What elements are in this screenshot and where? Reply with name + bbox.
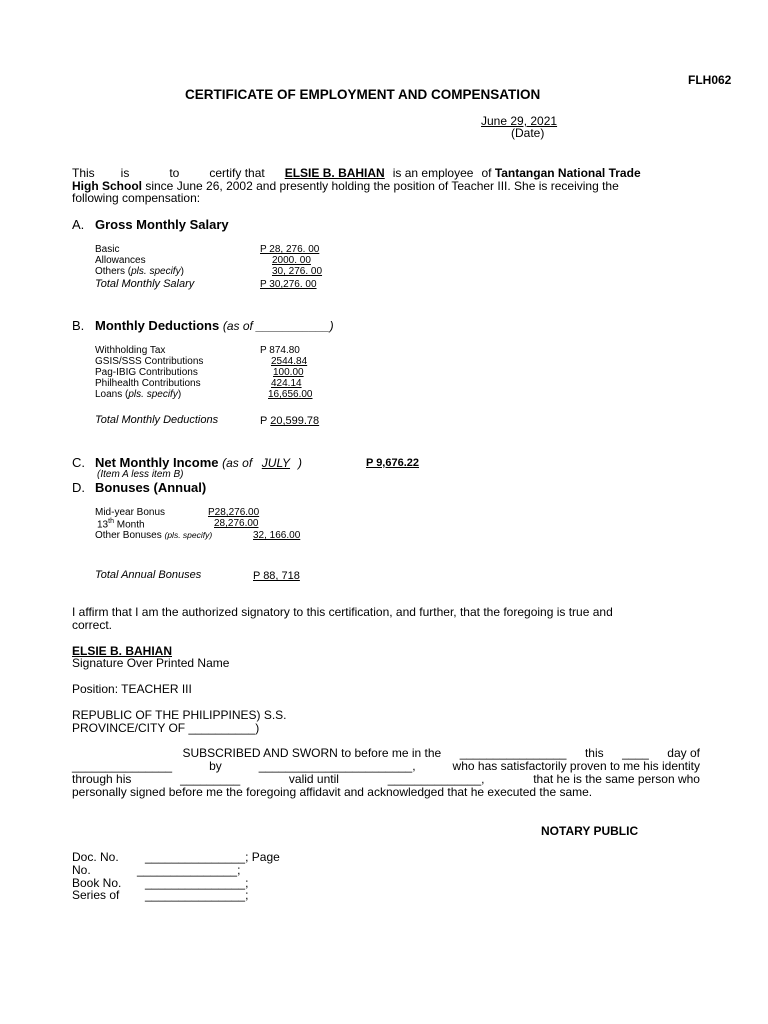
date-label: (Date) <box>511 126 545 140</box>
13th-month-value: 28,276.00 <box>214 518 259 529</box>
basic-value: P 28, 276. 00 <box>260 244 320 255</box>
no-blank: _______________; <box>137 863 241 877</box>
philhealth-label: Philhealth Contributions <box>95 378 201 389</box>
basic-label: Basic <box>95 244 120 255</box>
signatory-name: ELSIE B. BAHIAN <box>72 644 173 658</box>
document-code: FLH062 <box>688 73 732 87</box>
position-line: Position: TEACHER III <box>72 682 192 696</box>
section-b-heading: B. Monthly Deductions (as of ___________) <box>72 318 334 333</box>
no-label: No. <box>72 863 91 877</box>
other-bonuses-value: 32, 166.00 <box>253 530 301 541</box>
13th-month-label: 13th Month <box>97 518 145 531</box>
republic-line: REPUBLIC OF THE PHILIPPINES) S.S. <box>72 708 287 722</box>
employee-name: ELSIE B. BAHIAN <box>284 166 385 180</box>
doc-no-blank: _______________; Page <box>145 850 280 864</box>
gsis-label: GSIS/SSS Contributions <box>95 356 204 367</box>
others-label: Others (pls. specify) <box>95 266 184 277</box>
series-label: Series of <box>72 888 120 902</box>
section-d-heading: D. Bonuses (Annual) <box>72 480 207 495</box>
gsis-value: 2544.84 <box>271 356 308 367</box>
total-monthly-salary-value: P 30,276. 00 <box>260 279 317 290</box>
total-monthly-salary-label: Total Monthly Salary <box>95 278 195 290</box>
sworn-line-1: SUBSCRIBED AND SWORN to before me in the ________________ this ____ day of <box>182 746 700 760</box>
sworn-line-2: _______________ by _______________________, who has satisfactorily proven to me his identity <box>72 759 700 773</box>
province-line: PROVINCE/CITY OF __________) <box>72 721 260 735</box>
pagibig-label: Pag-IBIG Contributions <box>95 367 198 378</box>
book-no-label: Book No. <box>72 876 122 890</box>
doc-no-label: Doc. No. <box>72 850 119 864</box>
series-blank: _______________; <box>145 888 249 902</box>
school-name: Tantangan National Trade <box>494 166 641 180</box>
other-bonuses-label: Other Bonuses (pls. specify) <box>95 530 213 541</box>
total-deductions-value: P 20,599.78 <box>260 415 320 427</box>
notary-public-label: NOTARY PUBLIC <box>541 824 639 838</box>
sworn-line-4: personally signed before me the foregoing affidavit and acknowledged that he executed the same. <box>72 785 593 799</box>
intro-line-3: following compensation: <box>72 191 201 205</box>
loans-value: 16,656.00 <box>268 389 313 400</box>
affirmation-line-2: correct. <box>72 618 113 632</box>
allowances-label: Allowances <box>95 255 146 266</box>
pagibig-value: 100.00 <box>273 367 304 378</box>
total-annual-bonuses-label: Total Annual Bonuses <box>95 569 202 581</box>
section-a-heading: A. Gross Monthly Salary <box>72 217 229 232</box>
intro-line-1: This is to certify that ELSIE B. BAHIAN is an employee of Tantangan National Trade <box>72 166 641 180</box>
withholding-tax-value: P 874.80 <box>260 345 300 356</box>
allowances-value: 2000. 00 <box>272 255 311 266</box>
others-value: 30, 276. 00 <box>272 266 323 277</box>
total-deductions-label: Total Monthly Deductions <box>95 414 219 426</box>
withholding-tax-label: Withholding Tax <box>95 345 166 356</box>
section-c-heading: C. Net Monthly Income (as of JULY ) <box>72 455 303 470</box>
net-monthly-income-value: P 9,676.22 <box>366 457 420 469</box>
loans-label: Loans (pls. specify) <box>95 389 182 400</box>
date-value: June 29, 2021 <box>481 114 558 128</box>
book-no-blank: _______________; <box>145 876 249 890</box>
signature-caption: Signature Over Printed Name <box>72 656 230 670</box>
philhealth-value: 424.14 <box>271 378 302 389</box>
net-income-note: (Item A less item B) <box>97 469 184 480</box>
sworn-line-3: through his _________ valid until ______________, that he is the same person who <box>72 772 700 786</box>
affirmation-line-1: I affirm that I am the authorized signatory to this certification, and further, that the foregoing is true and <box>72 605 613 619</box>
total-annual-bonuses-value: P 88, 718 <box>253 570 300 582</box>
intro-line-2: High School since June 26, 2002 and presently holding the position of Teacher III. She is receiving the <box>72 179 619 193</box>
midyear-bonus-label: Mid-year Bonus <box>95 507 166 518</box>
document-title: CERTIFICATE OF EMPLOYMENT AND COMPENSATION <box>185 87 541 102</box>
midyear-bonus-value: P28,276.00 <box>208 507 260 518</box>
